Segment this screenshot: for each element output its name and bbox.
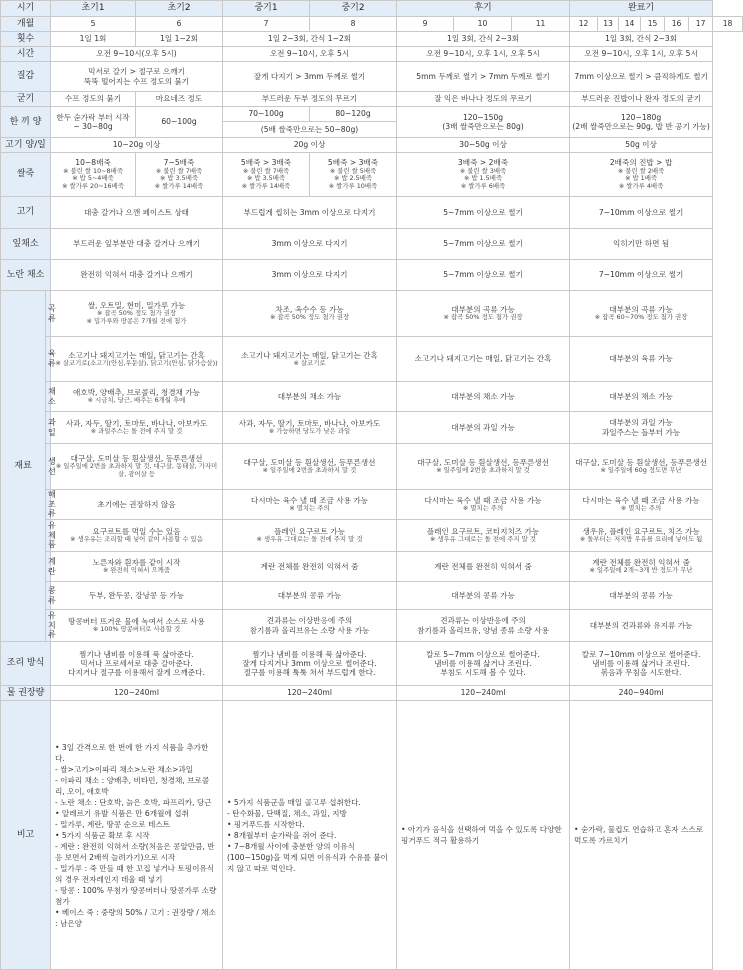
- table-cell: 80~120g: [310, 107, 397, 122]
- month-cell: 17: [689, 17, 713, 32]
- month-cell: 12: [570, 17, 598, 32]
- table-cell: 오전 9~10시(오후 5시): [51, 47, 223, 62]
- table-cell: 두부, 완두콩, 강낭콩 등 가능: [51, 582, 223, 610]
- row-label: 한 끼 양: [1, 107, 51, 138]
- table-cell: 부드러운 잎부분만 대충 갈거나 으깨기: [51, 229, 223, 260]
- stage-header: 후기: [397, 1, 570, 17]
- table-cell: 소고기나 돼지고기는 매일, 닭고기는 간혹 ※ 살코기로: [223, 337, 397, 382]
- table-cell: 5mm 두께로 썰기 > 7mm 두께로 썰기: [397, 62, 570, 92]
- month-cell: 8: [310, 17, 397, 32]
- month-cell: 14: [619, 17, 641, 32]
- stage-header: 초기2: [136, 1, 223, 17]
- table-cell: 1일 1회: [51, 32, 136, 47]
- table-cell: 다시마는 육수 낼 때 조금 사용 가능 ※ 멸치는 주의: [397, 490, 570, 520]
- row-label: 고기: [1, 197, 51, 229]
- table-cell: 요구르트를 먹일 수는 있음 ※ 생우유는 조리할 때 넣어 같이 사용할 수 있음: [51, 520, 223, 552]
- row-label: 개월: [1, 17, 51, 32]
- table-cell: 대부분의 육류 가능: [570, 337, 713, 382]
- notes-cell: • 5가지 식품군을 매일 골고루 섭취한다. - 탄수화물, 단백질, 채소, 과일, 지방 • 핑거푸드를 시작한다. • 8개월부터 숟가락을 쥐어 준다. • 7~8개월 사이에 충분한 양의 이유식(100~150g)을 먹게 되면 이유식과 수유를 붙이지 않고 따로 먹인다.: [223, 701, 397, 970]
- month-cell: 5: [51, 17, 136, 32]
- table-cell: 1일 3회, 간식 2~3회: [397, 32, 570, 47]
- table-cell: 칼로 7~10mm 이상으로 썰어준다. 냄비를 이용해 삶거나 조린다. 볶음과 무침을 시도한다.: [570, 642, 713, 686]
- table-cell: 대부분의 채소 가능: [397, 382, 570, 412]
- ingredients-group-label: 재료: [1, 291, 46, 642]
- table-cell: 쌀, 오트밀, 현미, 밀가루 가능 ※ 잡곡 50% 정도 첨가 권장 ※ 밀가루와 땅콩은 7개월 전에 첨가: [51, 291, 223, 337]
- table-cell: 초기에는 권장하지 않음: [51, 490, 223, 520]
- ingredient-label: 콩류: [46, 582, 51, 610]
- table-cell: 한두 숟가락 부터 시작 ~ 30~80g: [51, 107, 136, 138]
- table-cell: 대부분의 과일 가능 과일주스는 돌부터 가능: [570, 412, 713, 444]
- ingredient-label: 유지류: [46, 610, 51, 642]
- table-cell: 대구살, 도미살 등 흰살생선, 등푸른생선 ※ 일주일에 60g 정도면 무난: [570, 444, 713, 490]
- stage-header: 초기1: [51, 1, 136, 17]
- table-cell: 1일 3회, 간식 2~3회: [570, 32, 713, 47]
- corner-header: 시기: [1, 1, 51, 17]
- ingredient-label: 육류: [46, 337, 51, 382]
- table-cell: 5~7mm 이상으로 썰기: [397, 260, 570, 291]
- table-cell: 플레인 요구르트 가능 ※ 생우유 그대로는 돌 전에 주지 말 것: [223, 520, 397, 552]
- table-cell: 1일 1~2회: [136, 32, 223, 47]
- stage-header: 완료기: [570, 1, 713, 17]
- table-cell: 50g 이상: [570, 138, 713, 153]
- notes-cell: • 3일 간격으로 한 번에 한 가지 식품을 추가한다. - 쌀>고기>이파리 채소>노란 채소>과일 - 이파리 채소 : 양배추, 비타민, 청경채, 브로콜리, 오이, 애호박 - 노란 채소 : 단호박, 늙은 호박, 파프리카, 당근 • 알레르기 유발 식품은 만 6개월에 섭취 - 밀가루, 계란, 땅콩 순으로 테스트 • 5가지 식품군 확보 후 시작 - 계란 : 완전히 익혀서 소량(처음은 콩알만큼, 반응 보면서 2배씩 늘려가기)으로 시작 - 밀가루 : 죽 만들 때 한 꼬집 넣거나 토핑이유식의 경우 전자레인지 데울 때 넣기 - 땅콩 : 100% 무첨가 땅콩버터나 땅콩가루 소량 첨가 • 베이스 죽 : 중량의 50% / 고기 : 권장량 / 채소 : 남은양: [51, 701, 223, 970]
- table-cell: 땅콩버터 뜨거운 물에 녹여서 소스로 사용 ※ 100% 땅콩버터로 사용할 것: [51, 610, 223, 642]
- ingredient-label: 계란: [46, 552, 51, 582]
- table-cell: 부드러운 두부 정도의 무르기: [223, 92, 397, 107]
- row-label: 노란 채소: [1, 260, 51, 291]
- porridge-cell: 3배죽 > 2배죽 ※ 불린 쌀 3배죽 ※ 밥 1.5배죽 ※ 쌀가루 6배죽: [397, 153, 570, 197]
- table-cell: 30~50g 이상: [397, 138, 570, 153]
- table-cell: 오전 9~10시, 오후 5시: [223, 47, 397, 62]
- table-cell: 5~7mm 이상으로 썰기: [397, 229, 570, 260]
- table-cell: 7~10mm 이상으로 썰기: [570, 260, 713, 291]
- month-cell: 7: [223, 17, 310, 32]
- table-cell: 사과, 자두, 딸기, 토마토, 바나나, 아보카도 ※ 과일주스는 돌 전에 주지 말 것: [51, 412, 223, 444]
- table-cell: 10~20g 이상: [51, 138, 223, 153]
- table-cell: 칼로 5~7mm 이상으로 썰어준다. 냄비를 이용해 삶거나 조린다. 부침도 시도해 볼 수 있다.: [397, 642, 570, 686]
- row-label: 고기 양/일: [1, 138, 51, 153]
- table-cell: 찜기나 냄비를 이용해 푹 삶아준다. 잘게 다지거나 3mm 이상으로 썰어준다. 절구를 이용해 툭툭 쳐서 부드럽게 한다.: [223, 642, 397, 686]
- table-cell: 부드러운 진밥이나 완자 정도의 굳기: [570, 92, 713, 107]
- table-cell: 120~180g (2배 쌀죽만으로는 90g, 밥 반 공기 가능): [570, 107, 713, 138]
- table-cell: 대부분의 곡류 가능 ※ 잡곡 60~70% 정도 첨가 권장: [570, 291, 713, 337]
- table-cell: 애호박, 양배추, 브로콜리, 청경채 가능 ※ 시금치, 당근, 배추는 6개월 후에: [51, 382, 223, 412]
- table-cell: 7~10mm 이상으로 썰기: [570, 197, 713, 229]
- table-cell: 120~240ml: [223, 686, 397, 701]
- table-cell: 견과류는 이상반응에 주의 참기름과 올리브유는 소량 사용 가능: [223, 610, 397, 642]
- month-cell: 18: [713, 17, 743, 32]
- table-cell: 플레인 요구르트, 코티지치즈 가능 ※ 생우유 그대로는 돌 전에 주지 말 것: [397, 520, 570, 552]
- table-cell: 수프 정도의 묽기: [51, 92, 136, 107]
- porridge-cell: 7~5배죽 ※ 불린 쌀 7배죽 ※ 밥 3.5배죽 ※ 쌀가루 14배죽: [136, 153, 223, 197]
- table-cell: 오전 9~10시, 오후 1시, 오후 5시: [397, 47, 570, 62]
- row-label: 굳기: [1, 92, 51, 107]
- month-cell: 15: [641, 17, 665, 32]
- table-cell: 5~7mm 이상으로 썰기: [397, 197, 570, 229]
- table-cell: 찜기나 냄비를 이용해 푹 삶아준다. 믹서나 프로세서로 대충 갈아준다. 다지거나 절구를 이용해서 잘게 으깨준다.: [51, 642, 223, 686]
- table-cell: 20g 이상: [223, 138, 397, 153]
- table-cell: 다시마는 육수 낼 때 조금 사용 가능 ※ 멸치는 주의: [570, 490, 713, 520]
- ingredient-label: 곡류: [46, 291, 51, 337]
- table-cell: 계란 전체를 완전히 익혀서 줌: [223, 552, 397, 582]
- table-cell: 대부분의 콩류 가능: [223, 582, 397, 610]
- table-cell: 대충 갈거나 으깬 페이스트 상태: [51, 197, 223, 229]
- porridge-cell: 5배죽 > 3배죽 ※ 불린 쌀 5배죽 ※ 밥 2.5배죽 ※ 쌀가루 10배죽: [310, 153, 397, 197]
- month-cell: 16: [665, 17, 689, 32]
- month-cell: 11: [512, 17, 570, 32]
- table-cell: 3mm 이상으로 다지기: [223, 260, 397, 291]
- table-cell: 완전히 익혀서 대충 갈거나 으깨기: [51, 260, 223, 291]
- row-label: 조리 방식: [1, 642, 51, 686]
- table-cell: 대부분의 콩류 가능: [570, 582, 713, 610]
- table-cell: 240~940ml: [570, 686, 713, 701]
- month-cell: 10: [454, 17, 512, 32]
- table-cell: 차조, 옥수수 등 가능 ※ 잡곡 50% 정도 첨가 권장: [223, 291, 397, 337]
- table-cell: 부드럽게 씹히는 3mm 이상으로 다지기: [223, 197, 397, 229]
- row-label: 비고: [1, 701, 51, 970]
- row-label: 시간: [1, 47, 51, 62]
- table-cell: 견과류는 이상반응에 주의 참기름과 올리브유, 양념 종류 소량 사용: [397, 610, 570, 642]
- table-cell: 60~100g: [136, 107, 223, 138]
- porridge-cell: 2배죽의 진밥 > 밥 ※ 불린 쌀 2배죽 ※ 밥 1배죽 ※ 쌀가루 4배죽: [570, 153, 713, 197]
- table-cell: 잘 익은 바나나 정도의 무르기: [397, 92, 570, 107]
- row-label: 쌀죽: [1, 153, 51, 197]
- table-cell: 노른자와 흰자를 같이 시작 ※ 완전히 익혀서 으깨줌: [51, 552, 223, 582]
- row-label: 질감: [1, 62, 51, 92]
- table-cell: 대부분의 견과류와 유지류 가능: [570, 610, 713, 642]
- table-cell: 잘게 다지기 > 3mm 두께로 썰기: [223, 62, 397, 92]
- table-cell: 다시마는 육수 낼 때 조금 사용 가능 ※ 멸치는 주의: [223, 490, 397, 520]
- table-cell: 대부분의 채소 가능: [570, 382, 713, 412]
- table-cell: 계란 전체를 완전히 익혀서 줌: [397, 552, 570, 582]
- table-cell: 오전 9~10시, 오후 1시, 오후 5시: [570, 47, 713, 62]
- table-cell: 7mm 이상으로 썰기 > 큼직하게도 썰기: [570, 62, 713, 92]
- table-cell: 대구살, 도미살 등 흰살생선, 등푸른생선 ※ 일주일에 2번을 초과하지 말 것, 대구살, 동태살, 가자미살, 광어살 등: [51, 444, 223, 490]
- ingredient-label: 과일: [46, 412, 51, 444]
- table-cell: 대부분의 채소 가능: [223, 382, 397, 412]
- table-cell: (5배 쌀죽만으로는 50~80g): [223, 122, 397, 138]
- ingredient-label: 채소: [46, 382, 51, 412]
- row-label: 잎채소: [1, 229, 51, 260]
- table-cell: 대구살, 도미살 등 흰살생선, 등푸른생선 ※ 일주일에 2번을 초과하지 말 것: [223, 444, 397, 490]
- notes-cell: • 숟가락, 물컵도 연습하고 혼자 스스로 먹도록 가르치기: [570, 701, 713, 970]
- table-cell: 70~100g: [223, 107, 310, 122]
- table-cell: 대부분의 곡류 가능 ※ 잡곡 50% 정도 첨가 권장: [397, 291, 570, 337]
- ingredient-label: 생선: [46, 444, 51, 490]
- stage-header: 중기1: [223, 1, 310, 17]
- porridge-cell: 10~8배죽 ※ 불린 쌀 10~8배죽 ※ 밥 5~4배죽 ※ 쌀가루 20~16배죽: [51, 153, 136, 197]
- table-cell: 익히기만 하면 됨: [570, 229, 713, 260]
- table-cell: 소고기나 돼지고기는 매일, 닭고기는 간혹: [397, 337, 570, 382]
- table-cell: 마요네즈 정도: [136, 92, 223, 107]
- table-cell: 120~240ml: [397, 686, 570, 701]
- table-cell: 대부분의 과일 가능: [397, 412, 570, 444]
- row-label: 횟수: [1, 32, 51, 47]
- ingredient-label: 유제품: [46, 520, 51, 552]
- month-cell: 9: [397, 17, 454, 32]
- ingredient-label: 해조류: [46, 490, 51, 520]
- table-cell: 대구살, 도미살 등 흰살생선, 등푸른생선 ※ 일주일에 2번을 초과하지 말 것: [397, 444, 570, 490]
- table-cell: 대부분의 콩류 가능: [397, 582, 570, 610]
- table-cell: 소고기나 돼지고기는 매일, 닭고기는 간혹 ※ 살코기로(소고기(안심,우둔살), 닭고기(안심, 닭가슴살)): [51, 337, 223, 382]
- table-cell: 믹서로 갈기 > 절구로 으깨기 뚝뚝 떨어지는 수프 정도의 묽기: [51, 62, 223, 92]
- table-cell: 120~240ml: [51, 686, 223, 701]
- stage-header: 중기2: [310, 1, 397, 17]
- table-cell: 1일 2~3회, 간식 1~2회: [223, 32, 397, 47]
- row-label: 물 권장량: [1, 686, 51, 701]
- table-cell: 계란 전체를 완전히 익혀서 줌 ※ 일주일에 2개~3개 반 정도가 무난: [570, 552, 713, 582]
- notes-cell: • 아기가 음식을 선택하여 먹을 수 있도록 다양한 핑거푸드 적극 활용하기: [397, 701, 570, 970]
- table-cell: 생우유, 플레인 요구르트, 치즈 가능 ※ 돌부터는 저지방 우유를 요리에 넣어도 됨: [570, 520, 713, 552]
- month-cell: 13: [598, 17, 619, 32]
- table-cell: 사과, 자두, 딸기, 토마토, 바나나, 아보카도 ※ 가능하면 당도가 낮은 과일: [223, 412, 397, 444]
- table-cell: 3mm 이상으로 다지기: [223, 229, 397, 260]
- porridge-cell: 5배죽 > 3배죽 ※ 불린 쌀 7배죽 ※ 밥 3.5배죽 ※ 쌀가루 14배죽: [223, 153, 310, 197]
- table-cell: 120~150g (3배 쌀죽만으로는 80g): [397, 107, 570, 138]
- month-cell: 6: [136, 17, 223, 32]
